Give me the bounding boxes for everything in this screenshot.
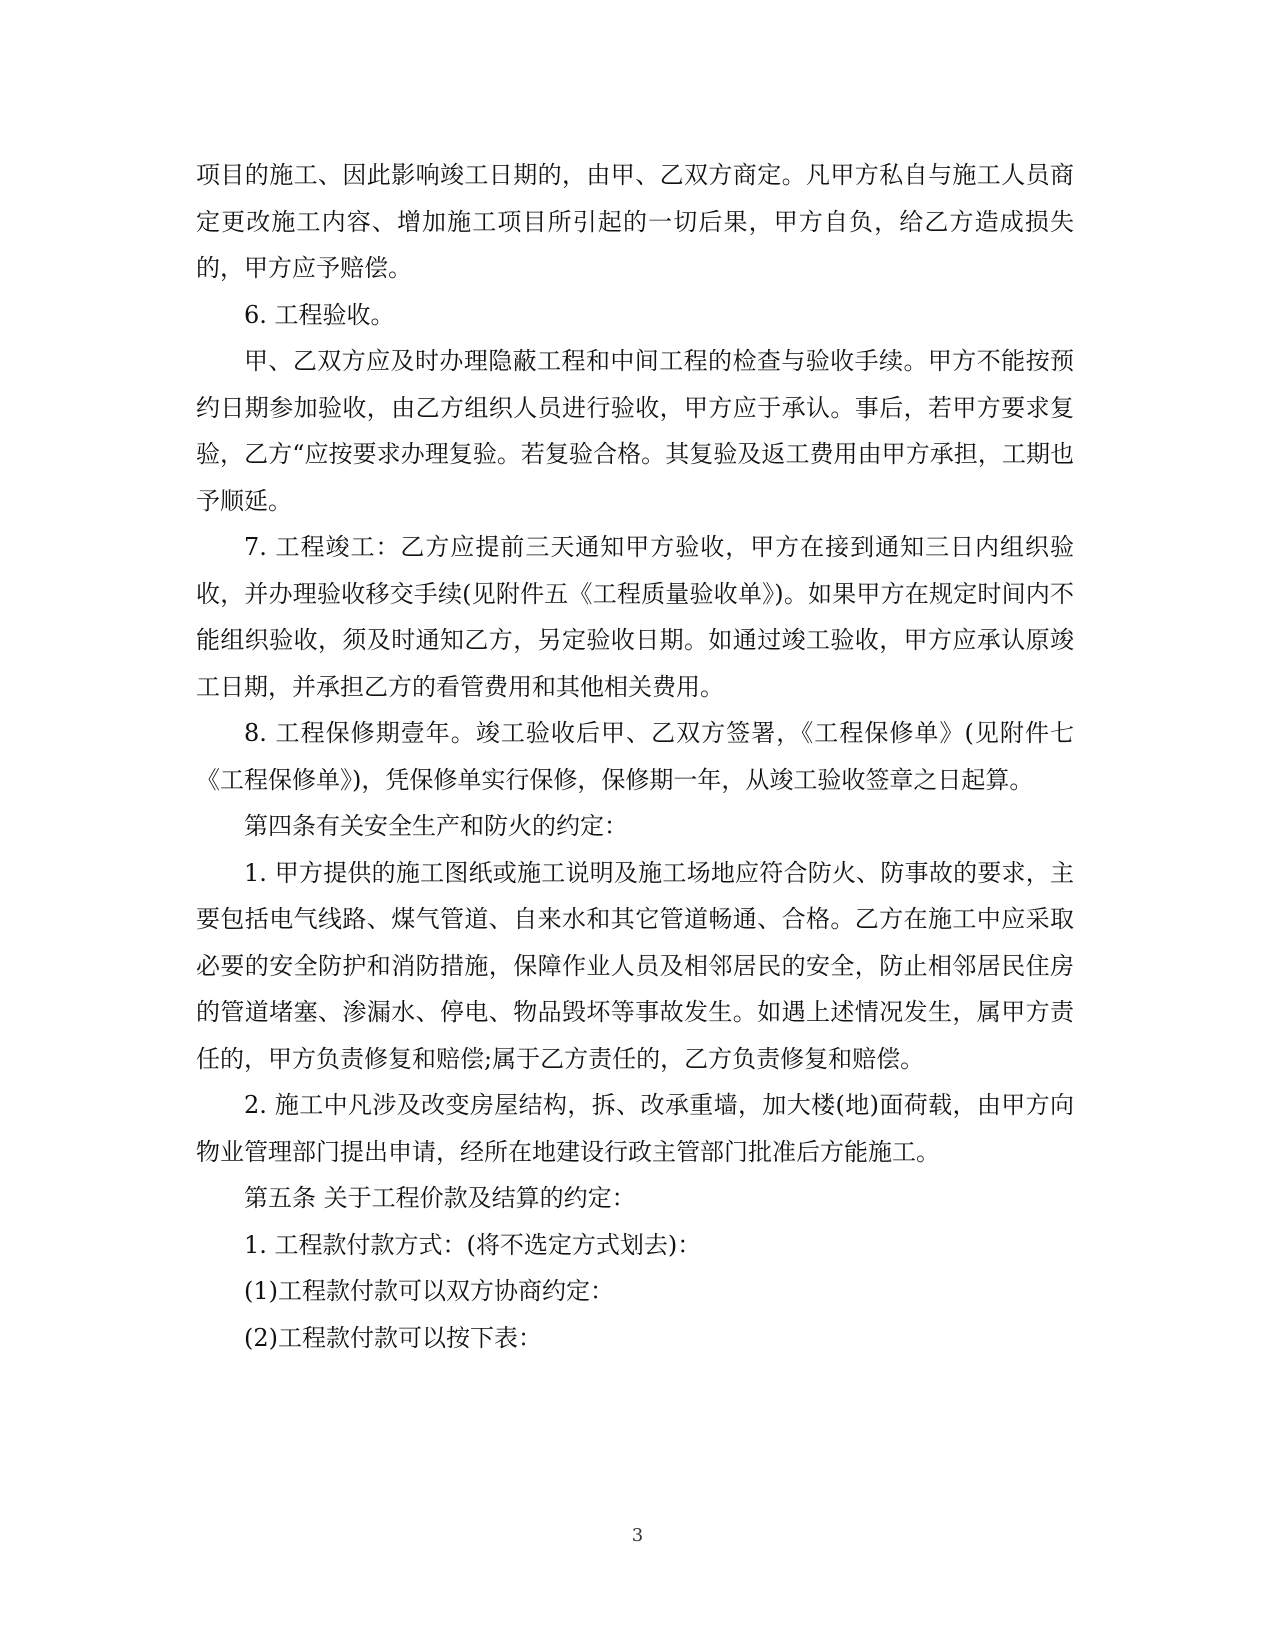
paragraph: 项目的施工、因此影响竣工日期的，由甲、乙双方商定。凡甲方私自与施工人员商定更改施工内容、增加施工项目所引起的一切后果，甲方自负，给乙方造成损失的，甲方应予赔偿。 [196,161,1074,282]
paragraph: 1. 甲方提供的施工图纸或施工说明及施工场地应符合防火、防事故的要求，主要包括电气线路、煤气管道、自来水和其它管道畅通、合格。乙方在施工中应采取必要的安全防护和消防措施，保障作业人员及相邻居民的安全，防止相邻居民住房的管道堵塞、渗漏水、停电、物品毁坏等事故发生。如遇上述情况发生，属甲方责任的，甲方负责修复和赔偿;属于乙方责任的，乙方负责修复和赔偿。 [196,858,1074,1073]
section-heading: 第四条有关安全生产和防火的约定： [244,812,628,840]
paragraph: (2)工程款付款可以按下表： [244,1323,542,1352]
paragraph: 6. 工程验收。 [244,300,395,329]
paragraph: 甲、乙双方应及时办理隐蔽工程和中间工程的检查与验收手续。甲方不能按预约日期参加验收，由乙方组织人员进行验收，甲方应于承认。事后，若甲方要求复验，乙方“应按要求办理复验。若复验合格。其复验及返工费用由甲方承担，工期也予顺延。 [196,347,1074,515]
page-number: 3 [631,1525,644,1546]
paragraph: 7. 工程竣工：乙方应提前三天通知甲方验收，甲方在接到通知三日内组织验收，并办理验收移交手续(见附件五《工程质量验收单》)。如果甲方在规定时间内不能组织验收，须及时通知乙方，另定验收日期。如通过竣工验收，甲方应承认原竣工日期，并承担乙方的看管费用和其他相关费用。 [196,533,1074,701]
paragraph: (1)工程款付款可以双方协商约定： [244,1277,614,1305]
section-heading: 第五条 关于工程价款及结算的约定： [244,1184,636,1212]
paragraph: 2. 施工中凡涉及改变房屋结构，拆、改承重墙，加大楼(地)面荷载，由甲方向物业管理部门提出申请，经所在地建设行政主管部门批准后方能施工。 [196,1091,1074,1166]
paragraph: 1. 工程款付款方式：(将不选定方式划去)： [244,1230,702,1259]
paragraph: 8. 工程保修期壹年。竣工验收后甲、乙双方签署，《工程保修单》(见附件七《工程保修单》)，凭保修单实行保修，保修期一年，从竣工验收签章之日起算。 [196,719,1074,794]
document-body [196,152,1074,1361]
